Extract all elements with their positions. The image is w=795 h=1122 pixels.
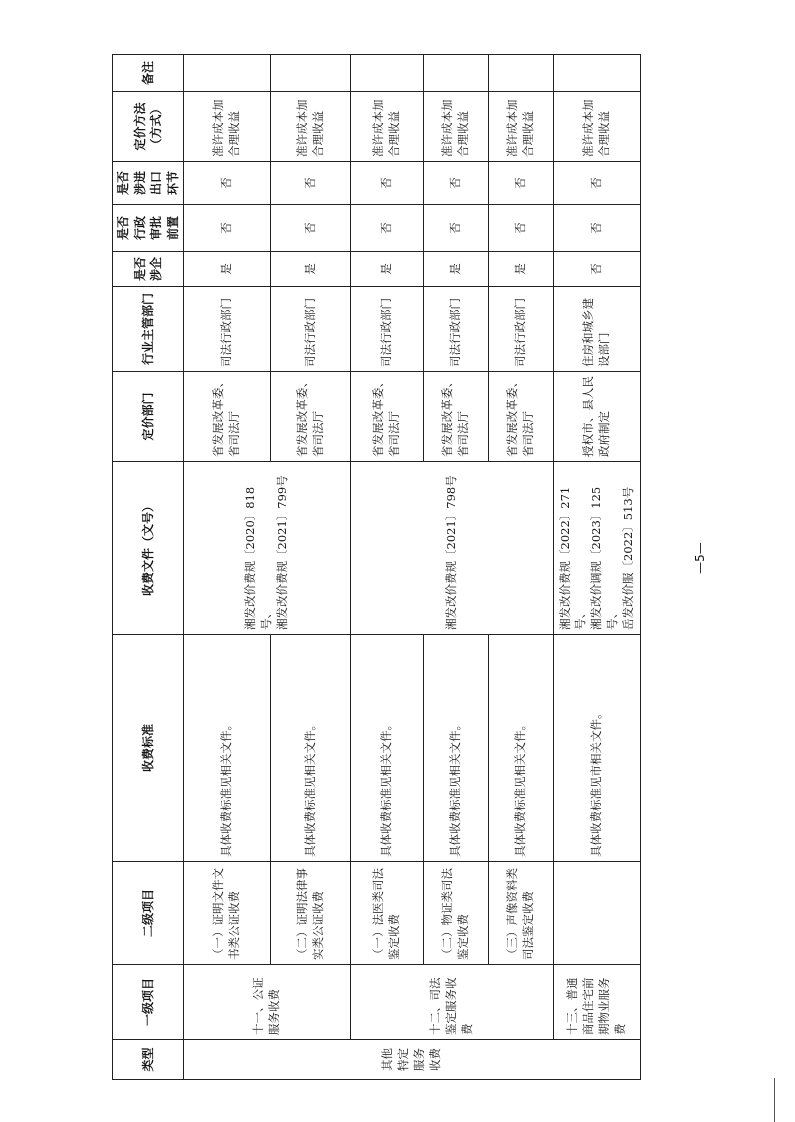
standard-cell: 具体收费标准见相关文件。: [184, 635, 271, 862]
industry-dept-cell: 住房和城乡建设部门: [554, 287, 641, 372]
industry-dept-cell: 司法行政部门: [351, 287, 424, 372]
header-approval-line: 审批: [149, 216, 164, 241]
approval-cell: 否: [184, 205, 271, 252]
header-standard: 收费标准: [113, 635, 184, 862]
approval-cell: 否: [554, 205, 641, 252]
header-import-export-line: 出口: [149, 171, 164, 196]
remarks-cell: [351, 55, 424, 92]
document-line: 湘发改价费规〔2020〕818号、: [243, 486, 274, 630]
header-type: 类型: [113, 1040, 184, 1080]
document-line: 湘发改价调规〔2023〕125号、: [589, 486, 620, 630]
header-approval: [113, 205, 184, 252]
level1-cell: 十三、普通商品住宅前期物业服务费: [554, 965, 641, 1040]
standard-cell: 具体收费标准见相关文件。: [489, 635, 554, 862]
pricing-dept-cell: 省发展改革委、省司法厅: [351, 372, 424, 462]
standard-cell: 具体收费标准见市相关文件。: [554, 635, 641, 862]
rotated-table-wrapper: [112, 55, 635, 1080]
header-method: [113, 92, 184, 162]
level2-cell: （二）物证类司法鉴定收费: [424, 862, 489, 965]
header-approval-line: 前置: [165, 216, 180, 241]
enterprise-cell: 是: [271, 252, 351, 287]
level2-cell: （二）证明法律事实类公证收费: [271, 862, 351, 965]
remarks-cell: [424, 55, 489, 92]
approval-cell: 否: [489, 205, 554, 252]
standard-cell: 具体收费标准见相关文件。: [271, 635, 351, 862]
industry-dept-cell: 司法行政部门: [271, 287, 351, 372]
level2-cell: [554, 862, 641, 965]
document-line: 湘发改价费规〔2022〕271号、: [557, 486, 588, 630]
document-line: 湘发改价费规〔2021〕798号: [444, 475, 459, 630]
header-level1: 一级项目: [113, 965, 184, 1040]
pricing-dept-cell: 省发展改革委、省司法厅: [184, 372, 271, 462]
header-import-export-line: 是否: [116, 171, 130, 196]
document-cell: [554, 462, 641, 635]
header-enterprise: 是否涉企: [113, 252, 184, 287]
enterprise-cell: 否: [554, 252, 641, 287]
pricing-dept-cell: 省发展改革委、省司法厅: [424, 372, 489, 462]
remarks-cell: [271, 55, 351, 92]
header-row: [113, 55, 184, 1080]
method-cell: 准许成本加合理收益: [489, 92, 554, 162]
method-cell: 准许成本加合理收益: [554, 92, 641, 162]
level2-cell: （一）证明文件文书类公证收费: [184, 862, 271, 965]
table-row: [184, 55, 271, 1080]
header-industry-dept: 行业主管部门: [113, 287, 184, 372]
pricing-dept-cell: 省发展改革委、省司法厅: [271, 372, 351, 462]
header-pricing-dept: 定价部门: [113, 372, 184, 462]
method-cell: 准许成本加合理收益: [184, 92, 271, 162]
header-level2: 二级项目: [113, 862, 184, 965]
method-cell: 准许成本加合理收益: [424, 92, 489, 162]
method-cell: 准许成本加合理收益: [271, 92, 351, 162]
industry-dept-cell: 司法行政部门: [424, 287, 489, 372]
enterprise-cell: 是: [489, 252, 554, 287]
enterprise-cell: 是: [351, 252, 424, 287]
import-export-cell: 否: [554, 162, 641, 205]
header-import-export-line: 涉进: [132, 171, 147, 196]
approval-cell: 否: [351, 205, 424, 252]
header-import-export-line: 环节: [165, 171, 180, 196]
fee-table: [112, 54, 641, 1080]
pricing-dept-cell: 授权市、县人民政府制定: [554, 372, 641, 462]
enterprise-cell: 是: [424, 252, 489, 287]
industry-dept-cell: 司法行政部门: [489, 287, 554, 372]
remarks-cell: [489, 55, 554, 92]
document-cell: [351, 462, 554, 635]
header-approval-line: 行政: [132, 216, 147, 241]
header-approval-line: 是否: [116, 216, 130, 241]
import-export-cell: 否: [271, 162, 351, 205]
header-import-export: [113, 162, 184, 205]
table-row: [554, 55, 641, 1080]
enterprise-cell: 是: [184, 252, 271, 287]
industry-dept-cell: 司法行政部门: [184, 287, 271, 372]
header-document: 收费文件（文号）: [113, 462, 184, 635]
approval-cell: 否: [424, 205, 489, 252]
page-number: —5—: [693, 542, 707, 574]
level2-cell: （一）法医类司法鉴定收费: [351, 862, 424, 965]
document-line: 岳发改价服〔2022〕513号: [620, 486, 635, 630]
standard-cell: 具体收费标准见相关文件。: [424, 635, 489, 862]
import-export-cell: 否: [424, 162, 489, 205]
header-method-line: 定价方法: [132, 102, 147, 151]
header-method-line: （方式）: [149, 102, 164, 151]
scan-artifact-line: [774, 1078, 775, 1122]
type-cell: 其他特定服务收费: [184, 1040, 641, 1080]
import-export-cell: 否: [184, 162, 271, 205]
import-export-cell: 否: [351, 162, 424, 205]
standard-cell: 具体收费标准见相关文件。: [351, 635, 424, 862]
approval-cell: 否: [271, 205, 351, 252]
remarks-cell: [184, 55, 271, 92]
pricing-dept-cell: 省发展改革委、省司法厅: [489, 372, 554, 462]
remarks-cell: [554, 55, 641, 92]
document-cell: [184, 462, 351, 635]
level2-cell: （三）声像资料类司法鉴定收费: [489, 862, 554, 965]
import-export-cell: 否: [489, 162, 554, 205]
method-cell: 准许成本加合理收益: [351, 92, 424, 162]
level1-cell: 十二、司法鉴定服务收费: [351, 965, 554, 1040]
table-row: [351, 55, 424, 1080]
header-remarks: 备注: [113, 55, 184, 92]
document-line: 湘发改价费规〔2021〕799号: [275, 475, 290, 630]
level1-cell: 十一、公证服务收费: [184, 965, 351, 1040]
